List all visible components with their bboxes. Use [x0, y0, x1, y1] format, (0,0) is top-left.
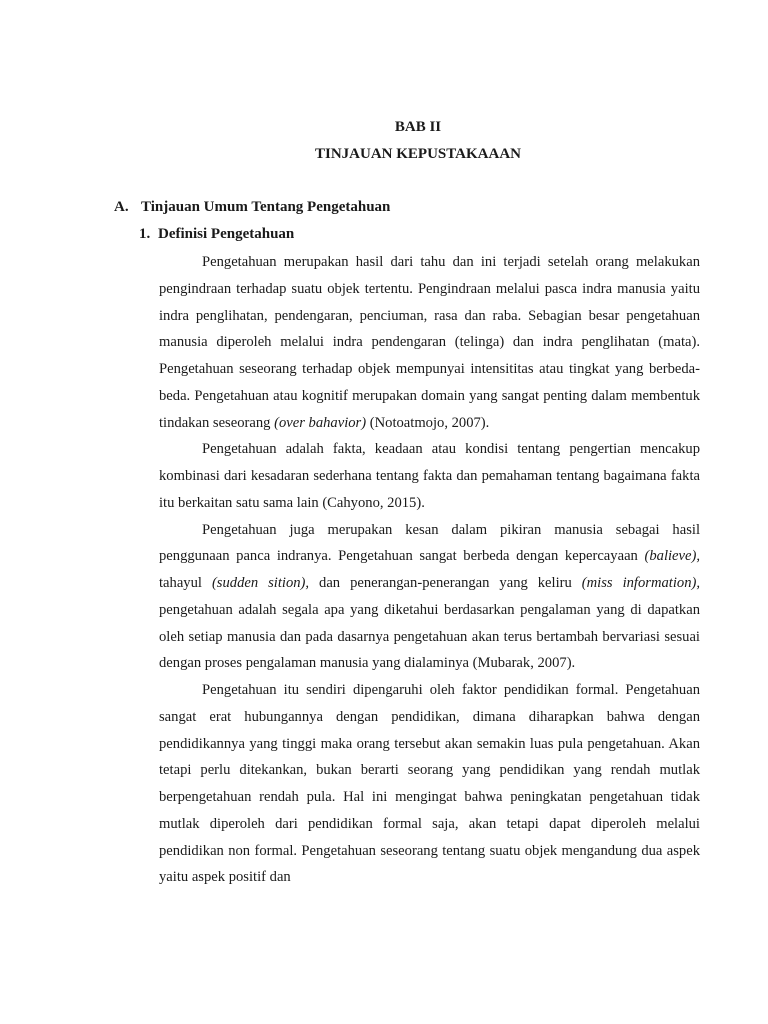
- section-title: Tinjauan Umum Tentang Pengetahuan: [141, 199, 391, 215]
- subsection-title: Definisi Pengetahuan: [158, 226, 295, 242]
- section-letter: A.: [114, 199, 129, 215]
- section-heading: [114, 197, 390, 217]
- paragraph-4-text: Pengetahuan itu sendiri dipengaruhi oleh faktor pendidikan formal. Pengetahuan sangat erat hubungannya dengan pendidikan, dimana diharapkan bahwa dengan pendidikannya yang tinggi maka orang tersebut akan semakin luas pula pengetahuan. Akan tetapi perlu ditekankan, bukan berarti seorang yang pendidikan yang rendah mutlak berpengetahuan rendah pula. Hal ini mengingat bahwa peningkatan pengetahuan tidak mutlak diperoleh dari pendidikan formal saja, akan tetapi dapat diperoleh melalui pendidikan non formal. Pengetahuan seseorang tentang suatu objek mengandung dua aspek yaitu aspek positif dan: [159, 682, 700, 886]
- paragraph-1-text-a: Pengetahuan merupakan hasil dari tahu dan ini terjadi setelah orang melakukan pengindraan terhadap suatu objek tertentu. Pengindraan melalui pasca indra manusia yaitu indra penglihatan, pendengaran, penciuman, rasa dan raba. Sebagian besar pengetahuan manusia diperoleh melalui indra pendengaran (telinga) dan indra penglihatan (mata). Pengetahuan seseorang terhadap objek mempunyai intensititas atau tingkat yang berbeda-beda. Pengetahuan atau kognitif merupakan domain yang sangat penting dalam membentuk tindakan seseorang: [159, 254, 700, 431]
- subsection-heading: [139, 224, 294, 244]
- paragraph-1: [159, 249, 700, 436]
- paragraph-2-text: Pengetahuan adalah fakta, keadaan atau kondisi tentang pengertian mencakup kombinasi dari kesadaran sederhana tentang fakta dan pemahaman tentang bagaimana fakta itu berkaitan satu sama lain (Cahyono, 2015).: [159, 441, 700, 511]
- paragraph-3-italic-a: (balieve),: [644, 548, 700, 565]
- body-text: [159, 249, 700, 891]
- paragraph-2: [159, 436, 700, 516]
- chapter-number: BAB II: [394, 119, 442, 135]
- paragraph-3: [159, 517, 700, 678]
- paragraph-3-italic-c: (miss information),: [581, 575, 700, 591]
- paragraph-3-text-b: tahayul: [159, 575, 212, 591]
- paragraph-3-text-d: pengetahuan adalah segala apa yang diketahui berdasarkan pengalaman yang di dapatkan oleh setiap manusia dan pada dasarnya pengetahuan akan terus bertambah bervariasi sesuai dengan proses pengalaman manusia yang dialaminya (Mubarak, 2007).: [159, 601, 700, 672]
- paragraph-1-italic-a: (over bahavior): [274, 414, 367, 431]
- paragraph-1-text-b: (Notoatmojo, 2007).: [366, 414, 490, 431]
- subsection-number: 1.: [139, 226, 151, 242]
- paragraph-3-italic-b: (sudden sition),: [211, 575, 310, 591]
- paragraph-4: [159, 677, 700, 891]
- paragraph-3-text-a: Pengetahuan juga merupakan kesan dalam pikiran manusia sebagai hasil penggunaan panca indranya. Pengetahuan sangat berbeda dengan kepercayaan: [159, 521, 700, 565]
- chapter-title: TINJAUAN KEPUSTAKAAAN: [315, 146, 521, 162]
- paragraph-3-text-c: dan penerangan-penerangan yang keliru: [309, 575, 582, 591]
